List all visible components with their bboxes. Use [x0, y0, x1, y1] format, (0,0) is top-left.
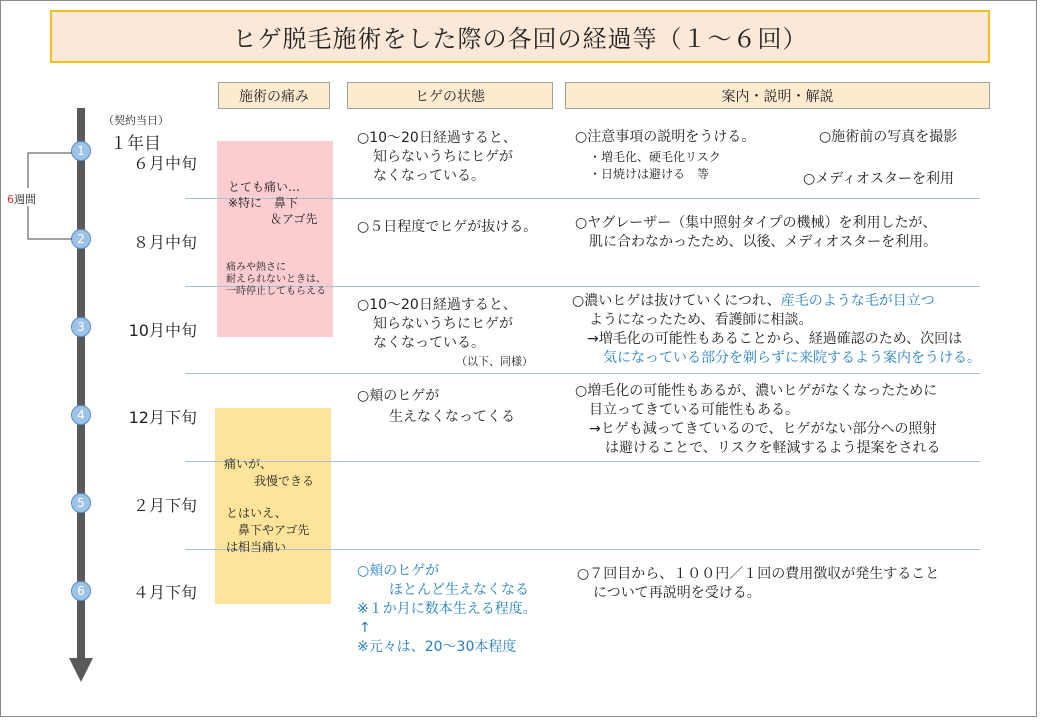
pain-text: ＆アゴ先 — [270, 212, 318, 226]
session-date-5: ２月下旬 — [132, 496, 197, 515]
row-separator — [185, 198, 980, 199]
beard-text: 知らないうちにヒゲが — [373, 149, 513, 165]
pain-note: 一時停止してもらえる — [226, 286, 326, 297]
guide-text: について再説明を受ける。 — [593, 585, 761, 601]
session-date-4: 12月下旬 — [128, 408, 197, 427]
beard-text: なくなっている。 — [373, 335, 485, 351]
guide-text: ○ヤグレーザー（集中照射タイプの機械）を利用したが、 — [575, 215, 937, 231]
pain-box-strong — [217, 141, 333, 337]
pain-text: 鼻下やアゴ先 — [238, 523, 310, 537]
guide-text: ・増毛化、硬毛化リスク — [589, 150, 721, 164]
beard-text: ↑ — [359, 620, 371, 636]
beard-text: 生えなくなってくる — [389, 409, 515, 425]
pain-text: とても痛い… — [228, 180, 301, 194]
beard-text: ○５日程度でヒゲが抜ける。 — [357, 219, 538, 235]
beard-text: ○頬のヒゲが — [357, 388, 440, 404]
header-beard-label: ヒゲの状態 — [415, 88, 485, 105]
beard-text: ○頬のヒゲが — [357, 563, 440, 579]
six-weeks-number: 6 — [7, 193, 14, 206]
guide-text: ・日焼けは避ける 等 — [589, 167, 710, 181]
six-weeks-unit: 週間 — [14, 193, 36, 206]
header-pain-label: 施術の痛み — [239, 88, 309, 105]
beard-note: （以下、同様） — [456, 355, 533, 368]
row-separator — [185, 549, 980, 550]
guide-text-highlight: 産毛のような毛が目立つ — [780, 293, 935, 309]
session-number: 4 — [77, 408, 85, 422]
beard-text: ほとんど生えなくなる — [389, 582, 529, 598]
session-date-3: 10月中旬 — [128, 321, 197, 340]
year-one-label: １年目 — [110, 134, 161, 154]
beard-text: なくなっている。 — [373, 168, 485, 184]
beard-text: ○10～20日経過すると、 — [357, 130, 517, 146]
pain-text: 我慢できる — [254, 474, 315, 488]
pain-text: とはいえ、 — [226, 506, 287, 520]
guide-text: 気になっている部分を剃らずに来院するよう案内をうける。 — [603, 350, 981, 366]
header-guide — [565, 82, 990, 109]
pain-text: は相当痛い — [226, 540, 287, 554]
session-date-1: ６月中旬 — [132, 154, 197, 173]
six-weeks-label — [7, 193, 36, 206]
session-node-4 — [71, 405, 91, 425]
beard-text: 知らないうちにヒゲが — [373, 316, 513, 332]
session-node-5 — [71, 493, 91, 513]
guide-text: は避けることで、リスクを軽減するよう提案をされる — [605, 440, 941, 456]
row-separator — [185, 373, 980, 374]
beard-text: ※１か月に数本生える程度。 — [357, 601, 537, 617]
session-number: 1 — [77, 144, 85, 158]
guide-text: 肌に合わなかったため、以後、メディオスターを利用。 — [589, 234, 938, 250]
guide-text: ○増毛化の可能性もあるが、濃いヒゲがなくなったために — [575, 383, 938, 399]
session-node-6 — [71, 581, 91, 601]
header-pain — [218, 82, 330, 109]
timeline-arrow-icon — [69, 658, 93, 682]
guide-text: ○メディオスターを利用 — [803, 171, 954, 187]
beard-text: ※元々は、20～30本程度 — [357, 639, 517, 655]
pain-text: ※特に 鼻下 — [228, 196, 299, 210]
session-node-3 — [71, 317, 91, 337]
pain-note: 痛みや熱さに — [226, 262, 286, 273]
guide-text: 目立ってきている可能性もある。 — [589, 402, 799, 418]
guide-text: →増毛化の可能性もあることから、経過確認のため、次回は — [587, 331, 963, 347]
guide-text: ○注意事項の説明をうける。 — [575, 129, 756, 145]
page-title — [50, 10, 990, 63]
contract-day-label: （契約当日） — [103, 114, 169, 127]
pain-note: 耐えられないときは、 — [226, 274, 326, 285]
pain-text: 痛いが、 — [224, 457, 273, 471]
session-number: 6 — [77, 584, 85, 598]
guide-text: ようになったため、看護師に相談。 — [589, 312, 813, 328]
page-title-text: ヒゲ脱毛施術をした際の各回の経過等（１～６回） — [232, 25, 808, 53]
guide-text: →ヒゲも減ってきているので、ヒゲがない部分への照射 — [589, 421, 937, 437]
beard-text: ○10～20日経過すると、 — [357, 297, 517, 313]
header-beard — [347, 82, 553, 109]
session-date-6: ４月下旬 — [132, 583, 197, 602]
guide-text: ○施術前の写真を撮影 — [819, 129, 958, 145]
guide-text-part: ○濃いヒゲは抜けていくにつれ、 — [572, 293, 781, 309]
header-guide-label: 案内・説明・解説 — [721, 88, 834, 105]
session-number: 5 — [77, 496, 85, 510]
session-number: 2 — [77, 232, 85, 246]
guide-text: ○７回目から、１００円／１回の費用徴収が発生すること — [577, 566, 940, 582]
guide-text — [572, 292, 935, 310]
row-separator — [185, 461, 980, 462]
session-date-2: ８月中旬 — [132, 233, 197, 252]
session-number: 3 — [77, 320, 85, 334]
